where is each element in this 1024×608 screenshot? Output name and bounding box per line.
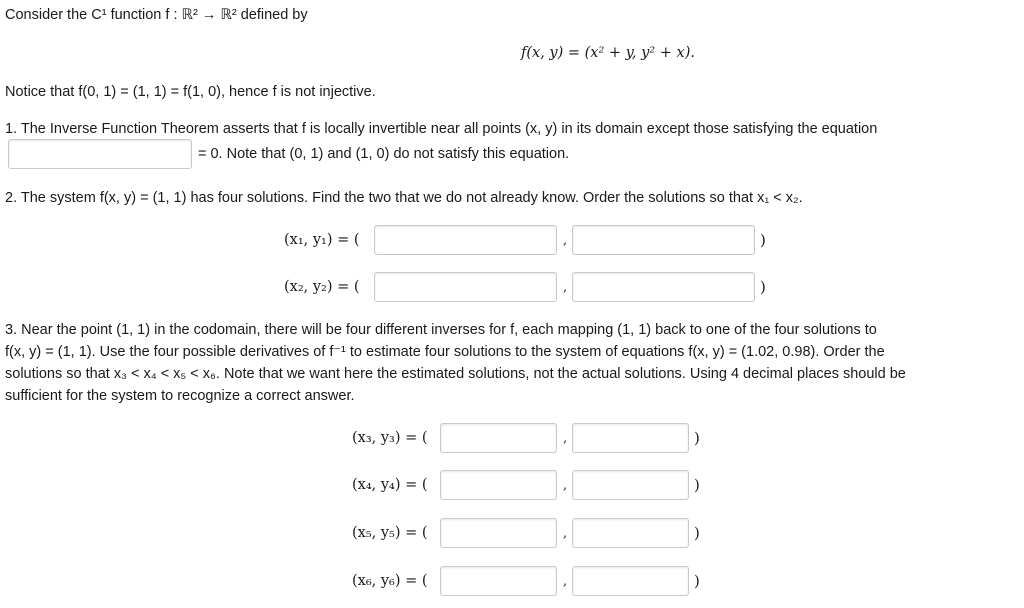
q3-solution-row-6 [0, 566, 1024, 596]
comma: , [563, 233, 568, 248]
y4-input[interactable] [572, 470, 689, 500]
close-paren: ) [694, 524, 700, 542]
question-1-text: 1. The Inverse Function Theorem asserts that f is locally invertible near all points (x, y) in its domain except those satisfying the equation [5, 121, 878, 137]
intro-line: Consider the C¹ function f : ℝ² → ℝ² defined by [5, 7, 308, 23]
y3-input[interactable] [572, 423, 689, 453]
comma: , [563, 526, 568, 541]
comma: , [563, 280, 568, 295]
x4-input[interactable] [440, 470, 557, 500]
question-1-text-continued: = 0. Note that (0, 1) and (1, 0) do not satisfy this equation. [198, 146, 570, 162]
notice-text: Notice that f(0, 1) = (1, 1) = f(1, 0), hence f is not injective. [5, 84, 376, 100]
q3-row-4-label: (x₄, y₄) = ( [352, 477, 428, 493]
comma: , [563, 478, 568, 493]
close-paren: ) [760, 278, 766, 296]
q3-solution-row-4 [0, 470, 1024, 500]
x1-input[interactable] [374, 225, 557, 255]
question-3-text [5, 319, 1005, 407]
question-3-line-4: sufficient for the system to recognize a correct answer. [5, 388, 355, 404]
x6-input[interactable] [440, 566, 557, 596]
y5-input[interactable] [572, 518, 689, 548]
close-paren: ) [760, 231, 766, 249]
q3-row-6-label: (x₆, y₆) = ( [352, 573, 428, 589]
q3-row-3-label: (x₃, y₃) = ( [352, 430, 428, 446]
q3-row-5-label: (x₅, y₅) = ( [352, 525, 428, 541]
function-definition: f(x, y) = (x² + y, y² + x). [521, 45, 695, 61]
q2-solution-row-2 [0, 272, 1024, 302]
close-paren: ) [694, 429, 700, 447]
close-paren: ) [694, 572, 700, 590]
x5-input[interactable] [440, 518, 557, 548]
close-paren: ) [694, 476, 700, 494]
q2-solution-row-1 [0, 225, 1024, 255]
x2-input[interactable] [374, 272, 557, 302]
question-3-line-1: 3. Near the point (1, 1) in the codomain, there will be four different inverses for f, each mapping (1, 1) back to one of the four solutions to [5, 322, 877, 338]
comma: , [563, 431, 568, 446]
y6-input[interactable] [572, 566, 689, 596]
question-3-line-2: f(x, y) = (1, 1). Use the four possible derivatives of f⁻¹ to estimate four solutions to the system of equations f(x, y) = (1.02, 0.98). Order the [5, 344, 885, 360]
q1-equation-input[interactable] [8, 139, 192, 169]
comma: , [563, 574, 568, 589]
q2-row-1-label: (x₁, y₁) = ( [284, 232, 360, 248]
question-2-text: 2. The system f(x, y) = (1, 1) has four solutions. Find the two that we do not already know. Order the solutions so that x₁ < x₂. [5, 190, 803, 206]
q2-row-2-label: (x₂, y₂) = ( [284, 279, 360, 295]
q3-solution-row-5 [0, 518, 1024, 548]
q3-solution-row-3 [0, 423, 1024, 453]
y1-input[interactable] [572, 225, 755, 255]
x3-input[interactable] [440, 423, 557, 453]
question-3-line-3: solutions so that x₃ < x₄ < x₅ < x₆. Note that we want here the estimated solutions, not the actual solutions. Using 4 decimal places should be [5, 366, 906, 382]
question-1-answer-row [8, 139, 628, 169]
y2-input[interactable] [572, 272, 755, 302]
